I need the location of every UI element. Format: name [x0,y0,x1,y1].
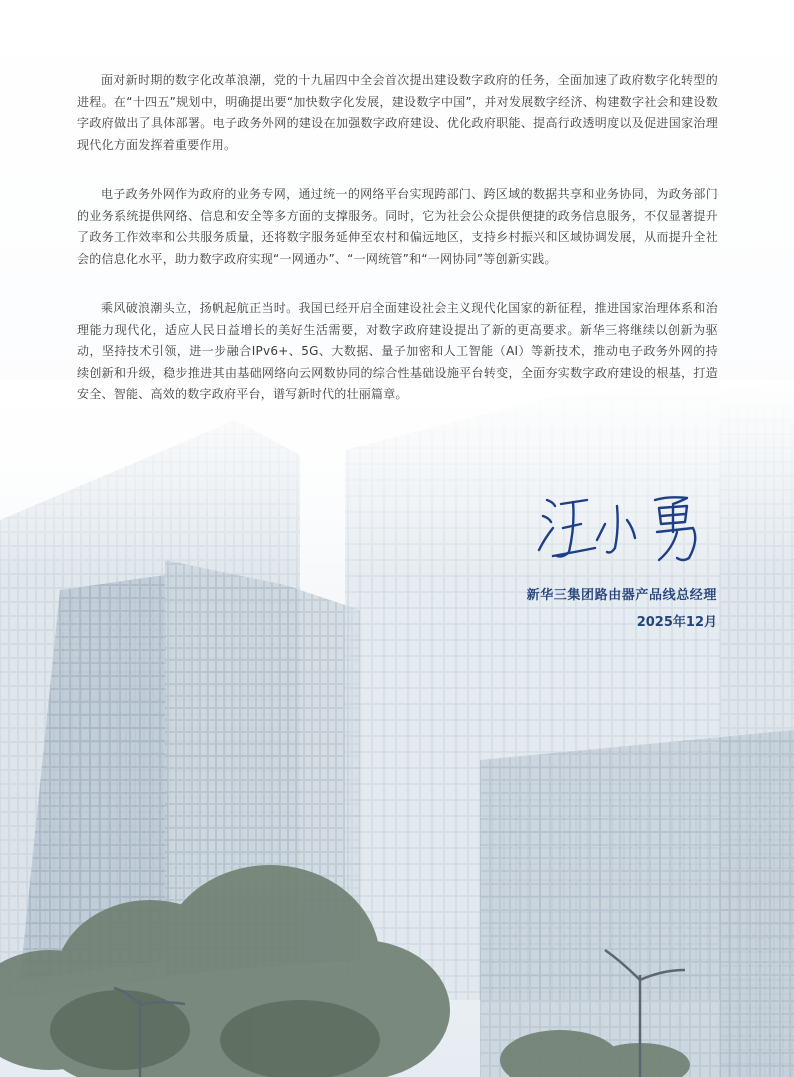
signatory-title: 新华三集团路由器产品线总经理 [526,588,717,603]
signature-date: 2025年12月 [636,615,717,630]
paragraph-digital-government-context: 面对新时期的数字化改革浪潮，党的十九届四中全会首次提出建设数字政府的任务，全面加速了政府数字化转型的进程。在“十四五”规划中，明确提出要“加快数字化发展，建设数字中国”，并对发展数字经济、构建数字社会和建设数字政府做出了具体部署。电子政务外网的建设在加强数字政府建设、优化政府职能、提高行政透明度以及促进国家治理现代化方面发挥着重要作用。 [77,73,718,152]
paragraph-future-commitment: 乘风破浪潮头立，扬帆起航正当时。我国已经开启全面建设社会主义现代化国家的新征程，推进国家治理体系和治理能力现代化，适应人民日益增长的美好生活需要，对数字政府建设提出了新的更高要求。新华三将继续以创新为驱动，坚持技术引领，进一步融合IPv6+、5G、大数据、量子加密和人工智能（AI）等新技术，推动电子政务外网的持续创新和升级，稳步推进其由基础网络向云网数协同的综合性基础设施平台转变，全面夯实数字政府建设的根基，打造安全、智能、高效的数字政府平台，谱写新时代的壮丽篇章。 [77,301,718,401]
paragraph-egov-extranet-role: 电子政务外网作为政府的业务专网，通过统一的网络平台实现跨部门、跨区域的数据共享和业务协同，为政务部门的业务系统提供网络、信息和安全等多方面的支撑服务。同时，它为社会公众提供便捷的政务信息服务，不仅显著提升了政务工作效率和公共服务质量，还将数字服务延伸至农村和偏远地区，支持乡村振兴和区域协调发展，从而提升全社会的信息化水平，助力数字政府实现“一网通办”、“一网统管”和“一网协同”等创新实践。 [77,187,718,266]
letter-body [77,70,718,434]
signature-block [397,488,717,630]
handwritten-signature [517,488,717,568]
